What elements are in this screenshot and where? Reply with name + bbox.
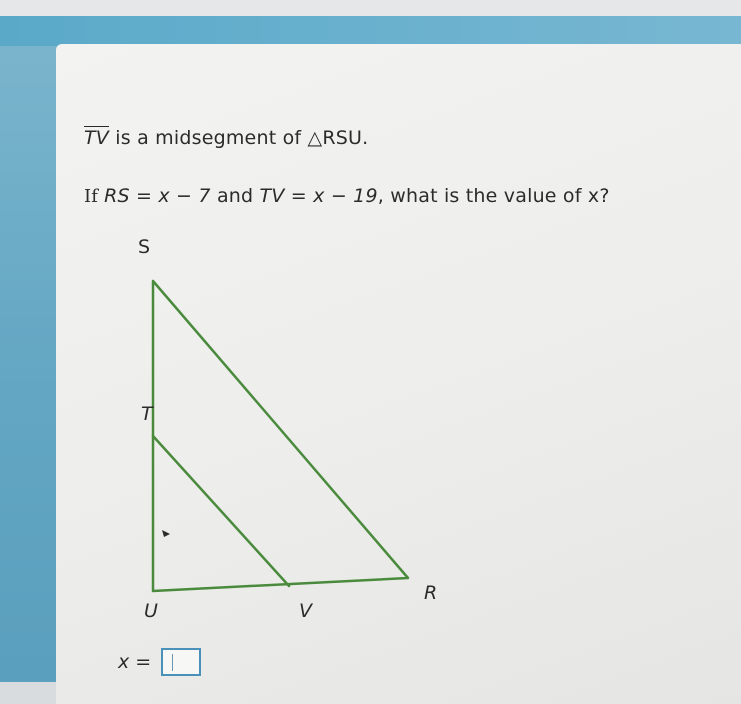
vertex-label-u: U [144, 600, 158, 622]
vertex-label-s: S [138, 236, 151, 258]
answer-label: x = [118, 651, 152, 673]
question-and: and [210, 185, 260, 207]
vertex-label-r: R [424, 582, 438, 604]
midsegment-tv [153, 436, 289, 586]
tick-mark [162, 530, 170, 537]
question-prefix: If [84, 186, 105, 207]
text-caret [172, 654, 173, 671]
vertex-label-t: T [141, 403, 153, 425]
triangle-rsu [153, 281, 408, 591]
rs-expression: RS = x − 7 [104, 185, 211, 207]
vertex-label-v: V [299, 600, 312, 622]
answer-row [118, 648, 201, 676]
segment-tv: $\overline{TV}$ [84, 127, 110, 149]
tv-expression: TV = x − 19 [259, 185, 378, 207]
question-suffix: , what is the value of x? [377, 185, 610, 207]
answer-input[interactable] [161, 648, 201, 676]
question-line-1-text: is a midsegment of △RSU. [109, 127, 369, 149]
